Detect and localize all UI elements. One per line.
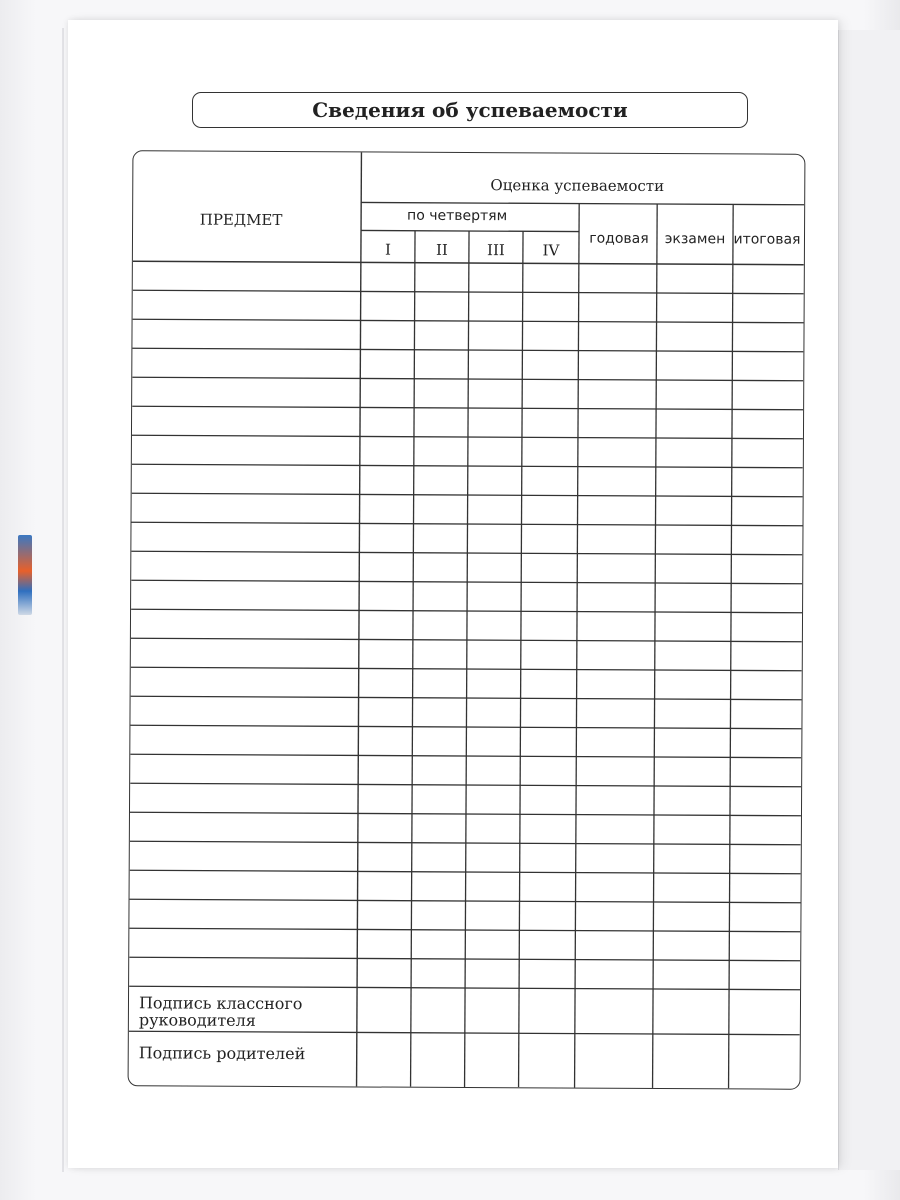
table-grid-lines — [129, 151, 805, 1089]
exam-column-divider — [653, 204, 658, 1088]
diary-page — [68, 20, 838, 1168]
teacher-signature-label — [139, 994, 303, 1029]
page-stack-edge-left — [62, 28, 64, 1172]
grades-table — [128, 150, 806, 1090]
exam-column-header: экзамен — [664, 231, 726, 248]
facing-page-edge — [838, 30, 900, 1170]
quarter-2-header: II — [435, 240, 448, 259]
quarter-3-header: III — [486, 241, 505, 260]
final-column-header: итоговая — [733, 231, 801, 248]
page-title: Сведения об успеваемости — [192, 92, 748, 128]
quarters-group-header: по четвертям — [407, 207, 508, 225]
annual-column-divider — [575, 204, 580, 1088]
parents-signature-label: Подпись родителей — [138, 1043, 306, 1064]
teacher-signature-line-2: руководителя — [138, 1010, 256, 1031]
quarters-group-bottom-line — [361, 230, 579, 231]
teacher-signature-line-1: Подпись классного — [138, 993, 303, 1014]
grade-column-group-header: Оценка успеваемости — [490, 176, 665, 196]
subject-column-header: ПРЕДМЕТ — [199, 210, 283, 230]
cover-color-strip — [18, 535, 32, 615]
quarter-1-header: I — [384, 240, 391, 259]
annual-column-header: годовая — [589, 230, 649, 247]
final-column-divider — [729, 204, 734, 1088]
quarter-4-header: IV — [542, 241, 560, 260]
subject-column-divider — [357, 152, 362, 1086]
grade-group-bottom-line — [361, 202, 804, 204]
